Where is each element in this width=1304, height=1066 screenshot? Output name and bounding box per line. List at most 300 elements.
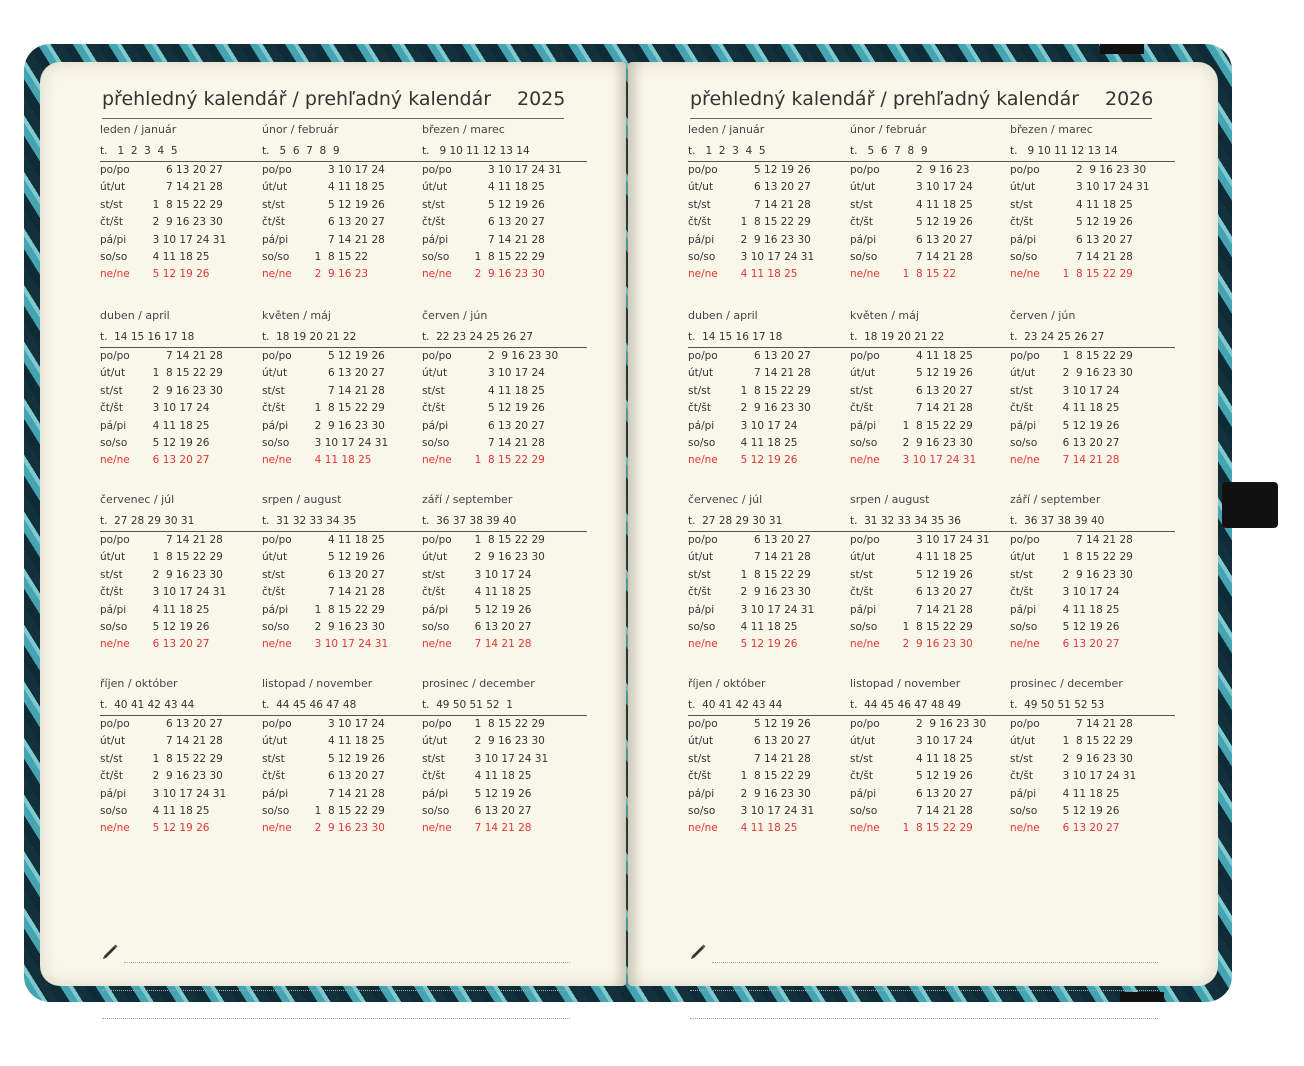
weekday-label: po/po [1010,534,1040,546]
month-name: listopad / november [850,677,961,690]
day-row [262,786,427,803]
weekday-label: čt/št [100,216,124,229]
week-numbers: t. 40 41 42 43 44 [100,696,265,716]
weekday-label: st/st [688,198,711,211]
weekday-label: út/ut [1010,181,1036,194]
day-numbers: 2 9 16 23 30 [146,770,223,783]
weekday-label: st/st [850,752,873,765]
weekday-label: ne/ne [1010,454,1040,467]
day-numbers: 5 12 19 26 [308,198,385,211]
pencil-icon [690,942,708,960]
day-numbers: 6 13 20 27 [468,804,532,817]
day-numbers: 6 13 20 27 [146,454,210,467]
day-row [850,365,1015,382]
weekday-label: so/so [422,250,450,263]
day-numbers: 6 13 20 27 [896,384,973,397]
day-numbers: 1 8 15 22 [896,268,957,281]
day-row [850,383,1015,400]
day-row [262,768,427,785]
weekday-label: so/so [262,620,290,633]
day-numbers: 4 11 18 25 [1056,787,1120,800]
day-row [262,803,427,820]
weekday-label: st/st [850,198,873,211]
day-numbers: 3 10 17 24 31 [896,534,990,546]
sunday-row [100,820,265,837]
day-numbers: 1 8 15 22 29 [896,620,973,633]
weekday-label: pá/pi [262,419,289,432]
day-row [1010,619,1175,636]
day-numbers: 1 8 15 22 29 [468,250,545,263]
month-block [850,122,1015,284]
weekday-label: pá/pi [100,787,127,800]
day-numbers: 3 10 17 24 31 [146,586,227,599]
day-row [850,584,1015,601]
weekday-label: ne/ne [1010,822,1040,835]
day-numbers: 2 9 16 23 30 [734,402,811,415]
day-numbers: 3 10 17 24 [468,568,532,581]
day-numbers: 5 12 19 26 [734,638,798,651]
sunday-row [100,452,265,469]
day-numbers: 1 8 15 22 29 [146,367,223,380]
day-row [688,214,853,231]
weekday-label: út/ut [100,551,126,564]
day-numbers: 3 10 17 24 [1056,586,1120,599]
day-row [100,162,265,179]
day-numbers: 6 13 20 27 [734,735,811,748]
weekday-label: so/so [688,436,716,449]
weekday-label: so/so [422,620,450,633]
weekday-label: út/ut [1010,367,1036,380]
day-numbers: 7 14 21 28 [308,233,385,246]
weekday-label: pá/pi [262,603,289,616]
day-row [422,733,587,750]
weekday-label: ne/ne [688,454,718,467]
month-block [850,308,1015,470]
month-name: leden / január [100,123,177,136]
day-row [422,162,587,179]
day-row [850,532,1015,549]
weekday-label: po/po [850,164,880,176]
day-row [100,567,265,584]
month-name: září / september [1010,493,1101,506]
day-numbers: 5 12 19 26 [734,718,811,730]
day-numbers: 6 13 20 27 [146,164,223,176]
weekday-label: so/so [1010,436,1038,449]
day-numbers: 7 14 21 28 [896,804,973,817]
weekday-label: út/ut [688,551,714,564]
day-numbers: 4 11 18 25 [1056,603,1120,616]
week-numbers: t. 44 45 46 47 48 49 [850,696,1015,716]
day-row [850,435,1015,452]
weekday-label: po/po [1010,164,1040,176]
day-numbers: 1 8 15 22 29 [734,216,811,229]
day-numbers: 6 13 20 27 [146,638,210,651]
month-block [422,676,587,838]
day-numbers: 5 12 19 26 [896,216,973,229]
day-row [262,435,427,452]
weekday-label: st/st [262,198,285,211]
day-row [100,549,265,566]
day-row [100,602,265,619]
day-row [100,768,265,785]
day-numbers: 4 11 18 25 [734,822,798,835]
day-row [850,232,1015,249]
day-numbers: 4 11 18 25 [468,770,532,783]
day-numbers: 2 9 16 23 [308,268,369,281]
day-row [1010,786,1175,803]
day-numbers: 3 10 17 24 31 [146,787,227,800]
day-row [850,400,1015,417]
weekday-label: st/st [100,384,123,397]
note-line [690,1018,1158,1019]
weekday-label: st/st [688,568,711,581]
day-row [688,400,853,417]
month-block [422,122,587,284]
day-row [100,584,265,601]
day-numbers: 1 8 15 22 29 [734,770,811,783]
weekday-label: so/so [688,620,716,633]
day-numbers: 4 11 18 25 [308,181,385,194]
day-row [688,803,853,820]
weekday-label: pá/pi [688,787,715,800]
day-numbers: 3 10 17 24 31 [468,752,549,765]
sunday-row [422,820,587,837]
weekday-label: ne/ne [262,822,292,835]
day-numbers: 7 14 21 28 [146,534,223,546]
day-row [262,197,427,214]
day-row [100,803,265,820]
day-row [262,179,427,196]
day-numbers: 5 12 19 26 [308,752,385,765]
week-numbers: t. 44 45 46 47 48 [262,696,427,716]
weekday-label: po/po [688,534,718,546]
day-row [688,532,853,549]
weekday-label: st/st [262,752,285,765]
day-numbers: 7 14 21 28 [734,198,811,211]
day-row [1010,549,1175,566]
month-name: leden / január [688,123,765,136]
day-numbers: 6 13 20 27 [308,216,385,229]
day-row [262,232,427,249]
day-numbers: 2 9 16 23 30 [734,233,811,246]
weekday-label: ne/ne [688,822,718,835]
day-row [688,768,853,785]
weekday-label: čt/št [850,216,874,229]
weekday-label: pá/pi [422,233,449,246]
month-name: květen / máj [850,309,919,322]
note-line [690,990,1158,991]
day-numbers: 6 13 20 27 [896,233,973,246]
day-numbers: 1 8 15 22 29 [1056,268,1133,281]
day-row [1010,162,1175,179]
month-block [262,308,427,470]
weekday-label: st/st [850,384,873,397]
day-row [850,619,1015,636]
day-numbers: 4 11 18 25 [1056,402,1120,415]
day-numbers: 3 10 17 24 31 [1056,181,1150,194]
day-numbers: 1 8 15 22 29 [146,198,223,211]
week-numbers: t. 27 28 29 30 31 [688,512,853,532]
day-numbers: 6 13 20 27 [146,718,223,730]
weekday-label: st/st [422,384,445,397]
weekday-label: st/st [1010,384,1033,397]
month-name: červenec / júl [100,493,175,506]
day-numbers: 3 10 17 24 31 [896,454,977,467]
weekday-label: po/po [422,534,452,546]
month-block [422,492,587,654]
day-row [688,197,853,214]
day-numbers: 4 11 18 25 [734,436,798,449]
weekday-label: po/po [100,534,130,546]
weekday-label: ne/ne [100,268,130,281]
weekday-label: čt/št [1010,770,1034,783]
day-numbers: 7 14 21 28 [734,367,811,380]
weekday-label: po/po [262,164,292,176]
month-block [422,308,587,470]
sunday-row [422,452,587,469]
day-numbers: 7 14 21 28 [734,752,811,765]
day-row [100,214,265,231]
weekday-label: út/ut [422,367,448,380]
day-row [1010,249,1175,266]
weekday-label: so/so [100,620,128,633]
day-numbers: 1 8 15 22 29 [468,454,545,467]
day-numbers: 7 14 21 28 [146,350,223,362]
day-numbers: 3 10 17 24 [308,164,385,176]
month-name: srpen / august [850,493,930,506]
day-numbers: 7 14 21 28 [1056,454,1120,467]
day-numbers: 7 14 21 28 [468,436,545,449]
day-row [688,619,853,636]
day-row [100,733,265,750]
month-name: únor / február [850,123,927,136]
day-numbers: 5 12 19 26 [308,350,385,362]
month-block [262,492,427,654]
week-numbers: t. 40 41 42 43 44 [688,696,853,716]
day-row [422,348,587,365]
day-numbers: 3 10 17 24 [468,367,545,380]
day-row [1010,418,1175,435]
day-row [422,383,587,400]
day-row [100,365,265,382]
day-row [850,549,1015,566]
weekday-label: po/po [100,164,130,176]
week-numbers: t. 5 6 7 8 9 [850,142,1015,162]
day-numbers: 2 9 16 23 30 [1056,752,1133,765]
day-numbers: 2 9 16 23 30 [896,638,973,651]
day-numbers: 5 12 19 26 [734,454,798,467]
day-numbers: 3 10 17 24 [308,718,385,730]
month-name: březen / marec [1010,123,1093,136]
day-numbers: 7 14 21 28 [308,586,385,599]
day-numbers: 4 11 18 25 [468,586,532,599]
day-numbers: 2 9 16 23 30 [734,787,811,800]
month-name: únor / február [262,123,339,136]
day-numbers: 7 14 21 28 [1056,534,1133,546]
sunday-row [100,266,265,283]
day-numbers: 7 14 21 28 [896,603,973,616]
day-row [850,733,1015,750]
day-numbers: 4 11 18 25 [146,804,210,817]
weekday-label: po/po [422,350,452,362]
weekday-label: út/ut [850,181,876,194]
day-row [850,179,1015,196]
day-row [1010,365,1175,382]
day-numbers: 4 11 18 25 [896,551,973,564]
day-numbers: 5 12 19 26 [1056,216,1133,229]
day-row [100,532,265,549]
weekday-label: čt/št [100,586,124,599]
day-numbers: 2 9 16 23 30 [308,822,385,835]
day-row [1010,435,1175,452]
day-row [262,602,427,619]
weekday-label: pá/pi [100,233,127,246]
weekday-label: po/po [262,718,292,730]
weekday-label: ne/ne [422,454,452,467]
day-numbers: 1 8 15 22 29 [734,384,811,397]
day-numbers: 1 8 15 22 29 [734,568,811,581]
day-numbers: 2 9 16 23 30 [468,551,545,564]
week-numbers: t. 14 15 16 17 18 [100,328,265,348]
month-name: listopad / november [262,677,373,690]
weekday-label: ne/ne [100,822,130,835]
day-numbers: 2 9 16 23 30 [468,735,545,748]
weekday-label: čt/št [688,770,712,783]
day-row [422,602,587,619]
weekday-label: čt/št [262,586,286,599]
month-block [850,492,1015,654]
day-row [688,179,853,196]
day-numbers: 3 10 17 24 [734,419,798,432]
month-block [1010,122,1175,284]
day-row [262,716,427,733]
weekday-label: po/po [688,350,718,362]
day-numbers: 4 11 18 25 [308,735,385,748]
weekday-label: po/po [688,718,718,730]
weekday-label: so/so [850,436,878,449]
weekday-label: čt/št [100,770,124,783]
day-row [422,435,587,452]
month-name: březen / marec [422,123,505,136]
weekday-label: so/so [100,436,128,449]
day-row [422,768,587,785]
day-row [262,418,427,435]
day-numbers: 2 9 16 23 30 [308,620,385,633]
weekday-label: ne/ne [1010,268,1040,281]
week-numbers: t. 31 32 33 34 35 36 [850,512,1015,532]
weekday-label: po/po [1010,350,1040,362]
weekday-label: so/so [688,804,716,817]
weekday-label: so/so [262,804,290,817]
weekday-label: pá/pi [262,787,289,800]
day-row [422,365,587,382]
sunday-row [262,636,427,653]
day-numbers: 5 12 19 26 [468,198,545,211]
day-numbers: 5 12 19 26 [146,268,210,281]
weekday-label: út/ut [100,181,126,194]
weekday-label: pá/pi [688,419,715,432]
month-name: červenec / júl [688,493,763,506]
day-row [262,549,427,566]
day-numbers: 7 14 21 28 [1056,718,1133,730]
day-row [422,619,587,636]
weekday-label: po/po [850,350,880,362]
day-numbers: 6 13 20 27 [308,367,385,380]
weekday-label: pá/pi [1010,233,1037,246]
weekday-label: ne/ne [262,638,292,651]
day-numbers: 1 8 15 22 29 [146,551,223,564]
day-numbers: 5 12 19 26 [468,603,532,616]
weekday-label: ne/ne [688,638,718,651]
weekday-label: st/st [422,752,445,765]
weekday-label: čt/št [1010,586,1034,599]
weekday-label: čt/št [688,402,712,415]
day-numbers: 5 12 19 26 [1056,620,1120,633]
day-row [850,214,1015,231]
weekday-label: st/st [1010,752,1033,765]
day-numbers: 1 8 15 22 29 [896,419,973,432]
day-row [422,786,587,803]
weekday-label: po/po [688,164,718,176]
day-numbers: 4 11 18 25 [896,198,973,211]
day-row [688,733,853,750]
weekday-label: čt/št [688,216,712,229]
day-numbers: 3 10 17 24 31 [308,436,389,449]
day-numbers: 4 11 18 25 [896,752,973,765]
day-numbers: 1 8 15 22 29 [1056,350,1133,362]
week-numbers: t. 1 2 3 4 5 [100,142,265,162]
day-row [100,418,265,435]
weekday-label: st/st [422,568,445,581]
day-row [1010,400,1175,417]
month-block [1010,308,1175,470]
day-numbers: 4 11 18 25 [146,603,210,616]
day-row [422,249,587,266]
sunday-row [688,266,853,283]
day-row [422,751,587,768]
weekday-label: pá/pi [100,603,127,616]
day-row [422,400,587,417]
week-numbers: t. 36 37 38 39 40 [1010,512,1175,532]
month-name: červen / jún [1010,309,1076,322]
weekday-label: ne/ne [262,268,292,281]
day-row [100,400,265,417]
day-numbers: 6 13 20 27 [468,620,532,633]
week-numbers: t. 18 19 20 21 22 [262,328,427,348]
day-numbers: 3 10 17 24 31 [308,638,389,651]
day-row [850,567,1015,584]
day-numbers: 4 11 18 25 [146,419,210,432]
day-numbers: 1 8 15 22 29 [146,752,223,765]
month-block [688,676,853,838]
day-numbers: 5 12 19 26 [308,551,385,564]
weekday-label: čt/št [850,770,874,783]
weekday-label: út/ut [262,551,288,564]
sunday-row [850,452,1015,469]
day-numbers: 4 11 18 25 [734,620,798,633]
title-rule [102,118,564,119]
year-label: 2025 [517,88,566,110]
sunday-row [422,636,587,653]
day-numbers: 1 8 15 22 29 [308,603,385,616]
day-row [100,751,265,768]
day-numbers: 4 11 18 25 [1056,198,1133,211]
day-row [100,716,265,733]
week-numbers: t. 14 15 16 17 18 [688,328,853,348]
week-numbers: t. 36 37 38 39 40 [422,512,587,532]
pencil-icon [102,942,120,960]
day-numbers: 3 10 17 24 [146,402,210,415]
